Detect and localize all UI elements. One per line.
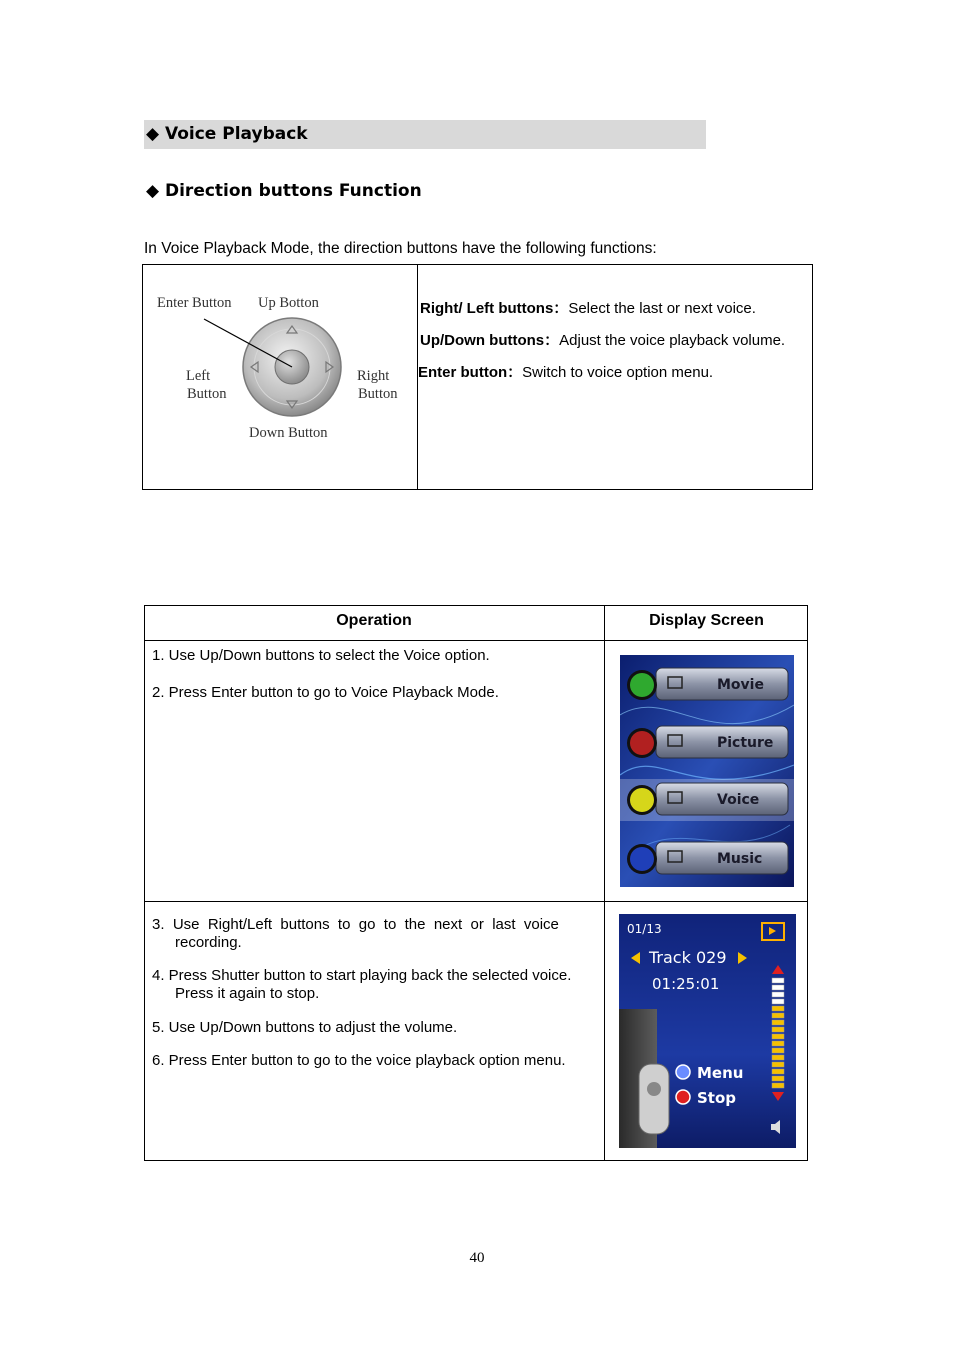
- left-button-label-line1: Left: [186, 368, 211, 384]
- stop-label: Stop: [697, 1089, 737, 1107]
- step-3-line2: recording.: [175, 934, 242, 951]
- step-2: 2. Press Enter button to go to Voice Playback Mode.: [152, 684, 499, 701]
- menu-label: Menu: [697, 1064, 744, 1082]
- down-button-label: Down Button: [249, 425, 328, 441]
- left-button-label-line2: Button: [187, 386, 227, 402]
- volume-segment: [772, 1034, 784, 1039]
- column-header-operation: Operation: [336, 612, 412, 629]
- function-key: Enter button：: [418, 364, 523, 381]
- right-button-label-line2: Button: [358, 386, 398, 402]
- blue-orb-icon: [630, 847, 654, 871]
- green-orb-icon: [630, 673, 654, 697]
- yellow-orb-icon: [630, 788, 654, 812]
- function-desc: Select the last or next voice.: [568, 300, 756, 317]
- volume-segment: [772, 1020, 784, 1025]
- volume-segment: [772, 1048, 784, 1053]
- volume-segment: [772, 992, 784, 997]
- section-heading-direction-buttons: ◆ Direction buttons Function: [146, 181, 422, 201]
- volume-segment: [772, 1083, 784, 1088]
- section-heading-voice-playback: ◆ Voice Playback: [146, 124, 308, 144]
- volume-segment: [772, 1062, 784, 1067]
- menu-label: Voice: [717, 792, 760, 808]
- volume-segment: [772, 1076, 784, 1081]
- function-desc: Adjust the voice playback volume.: [559, 332, 786, 349]
- menu-label: Picture: [717, 735, 774, 751]
- up-button-label: Up Botton: [258, 295, 319, 311]
- function-desc: Switch to voice option menu.: [522, 364, 714, 381]
- volume-segment: [772, 1041, 784, 1046]
- right-button-label-line1: Right: [357, 368, 390, 384]
- volume-segment: [772, 1013, 784, 1018]
- volume-segment: [772, 1055, 784, 1060]
- volume-segment: [772, 978, 784, 983]
- volume-segment: [772, 1069, 784, 1074]
- track-counter: 01/13: [627, 922, 662, 936]
- step-1: 1. Use Up/Down buttons to select the Voice option.: [152, 647, 490, 664]
- intro-text: In Voice Playback Mode, the direction buttons have the following functions:: [144, 240, 657, 257]
- table-divider: [604, 605, 605, 1161]
- volume-segment: [772, 1027, 784, 1032]
- enter-button-label: Enter Button: [157, 295, 232, 311]
- direction-pad-diagram: [195, 310, 355, 425]
- screen-voice-playback: [619, 914, 796, 1148]
- volume-segment: [772, 1006, 784, 1011]
- table-divider: [144, 640, 808, 641]
- function-key: Right/ Left buttons：: [420, 300, 569, 317]
- step-4-line1: 4. Press Shutter button to start playing back the selected voice.: [152, 967, 572, 984]
- stop-button-icon: [676, 1090, 690, 1104]
- menu-label: Movie: [717, 677, 764, 693]
- step-3-line1: 3. Use Right/Left buttons to go to the next or last voice: [152, 916, 559, 933]
- menu-button-icon: [676, 1065, 690, 1079]
- step-5: 5. Use Up/Down buttons to adjust the volume.: [152, 1019, 458, 1036]
- menu-label: Music: [717, 851, 763, 867]
- volume-segment: [772, 985, 784, 990]
- step-4-line2: Press it again to stop.: [175, 985, 320, 1002]
- step-6: 6. Press Enter button to go to the voice playback option menu.: [152, 1052, 566, 1069]
- track-title: Track 029: [649, 948, 727, 967]
- red-orb-icon: [630, 731, 654, 755]
- page-number: 40: [469, 1250, 485, 1266]
- function-key: Up/Down buttons：: [420, 332, 560, 349]
- function-up-down: [420, 329, 785, 350]
- column-header-display: Display Screen: [649, 612, 764, 629]
- screen-mode-menu: [620, 655, 794, 887]
- function-right-left: [420, 297, 756, 318]
- function-enter: [418, 361, 713, 382]
- table-divider: [144, 901, 808, 902]
- playback-time: 01:25:01: [652, 975, 720, 993]
- volume-segment: [772, 999, 784, 1004]
